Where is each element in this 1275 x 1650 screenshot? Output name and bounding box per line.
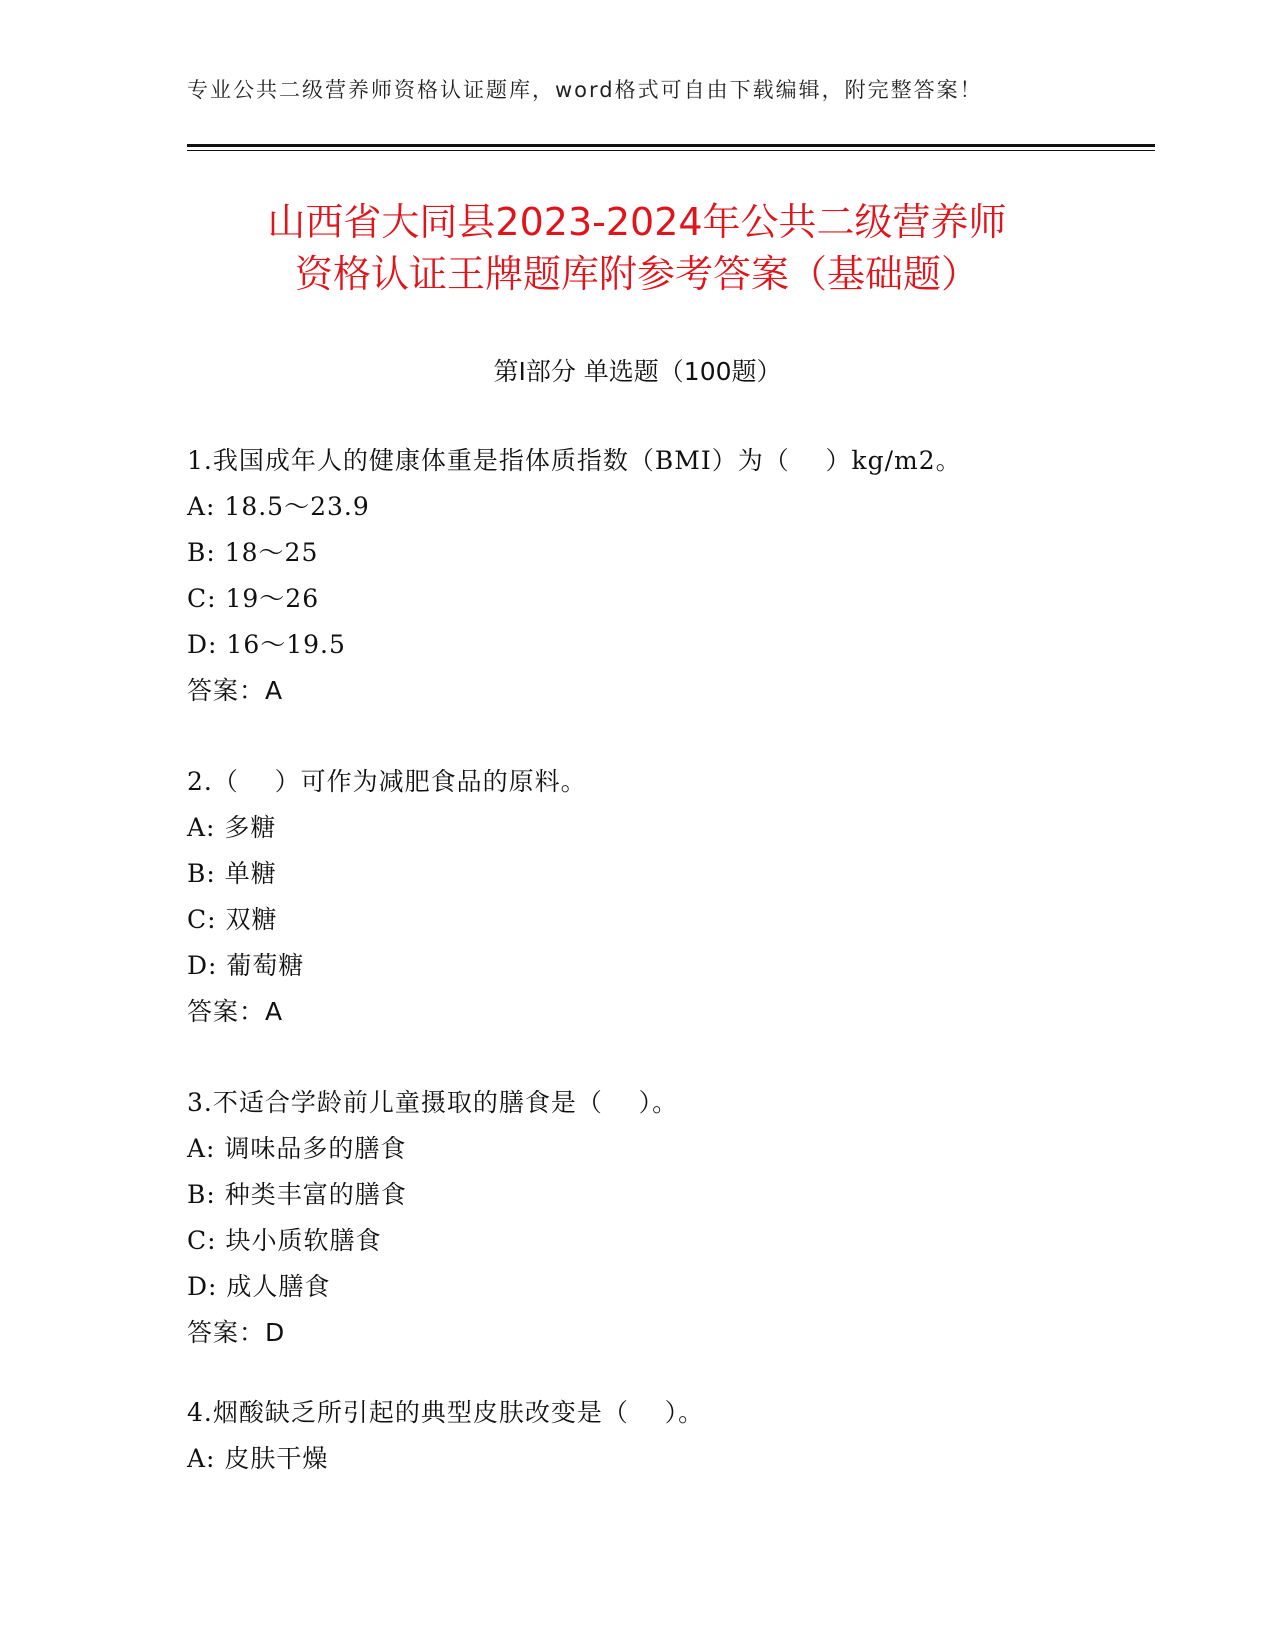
question-stem: 2.（ ）可作为减肥食品的原料。 [187, 767, 587, 796]
question-1 [187, 438, 1147, 714]
question-stem: 3.不适合学龄前儿童摄取的膳食是（ ）。 [187, 1088, 679, 1117]
option-b: B: 单糖 [187, 859, 277, 888]
option-a: A: 多糖 [187, 813, 277, 842]
question-stem: 4.烟酸缺乏所引起的典型皮肤改变是（ ）。 [187, 1398, 705, 1427]
page-header: 专业公共二级营养师资格认证题库，word格式可自由下载编辑，附完整答案！ [187, 78, 983, 102]
option-d: D: 葡萄糖 [187, 951, 305, 980]
option-c: C: 块小质软膳食 [187, 1226, 382, 1255]
option-a: A: 皮肤干燥 [187, 1444, 329, 1473]
header-rule-thin [187, 150, 1155, 151]
question-stem: 1.我国成年人的健康体重是指体质指数（BMI）为（ ）kg/m2。 [187, 446, 962, 475]
document-title-line-1: 山西省大同县2023-2024年公共二级营养师 [267, 200, 1007, 244]
option-a: A: 18.5～23.9 [187, 492, 370, 521]
answer: 答案：D [187, 1318, 286, 1347]
question-list [187, 438, 1147, 1401]
document-title [187, 196, 1087, 300]
header-rule-thick [187, 144, 1155, 147]
option-d: D: 16～19.5 [187, 630, 346, 659]
section-heading: 第Ⅰ部分 单选题（100题） [493, 357, 782, 386]
question-4 [187, 1390, 1147, 1482]
option-c: C: 19～26 [187, 584, 320, 613]
option-b: B: 18～25 [187, 538, 319, 567]
option-a: A: 调味品多的膳食 [187, 1134, 407, 1163]
question-2 [187, 759, 1147, 1035]
answer: 答案：A [187, 997, 284, 1026]
option-b: B: 种类丰富的膳食 [187, 1180, 407, 1209]
document-title-line-2: 资格认证王牌题库附参考答案（基础题） [294, 252, 979, 296]
answer: 答案：A [187, 676, 284, 705]
question-3 [187, 1080, 1147, 1356]
option-c: C: 双糖 [187, 905, 278, 934]
option-d: D: 成人膳食 [187, 1272, 331, 1301]
